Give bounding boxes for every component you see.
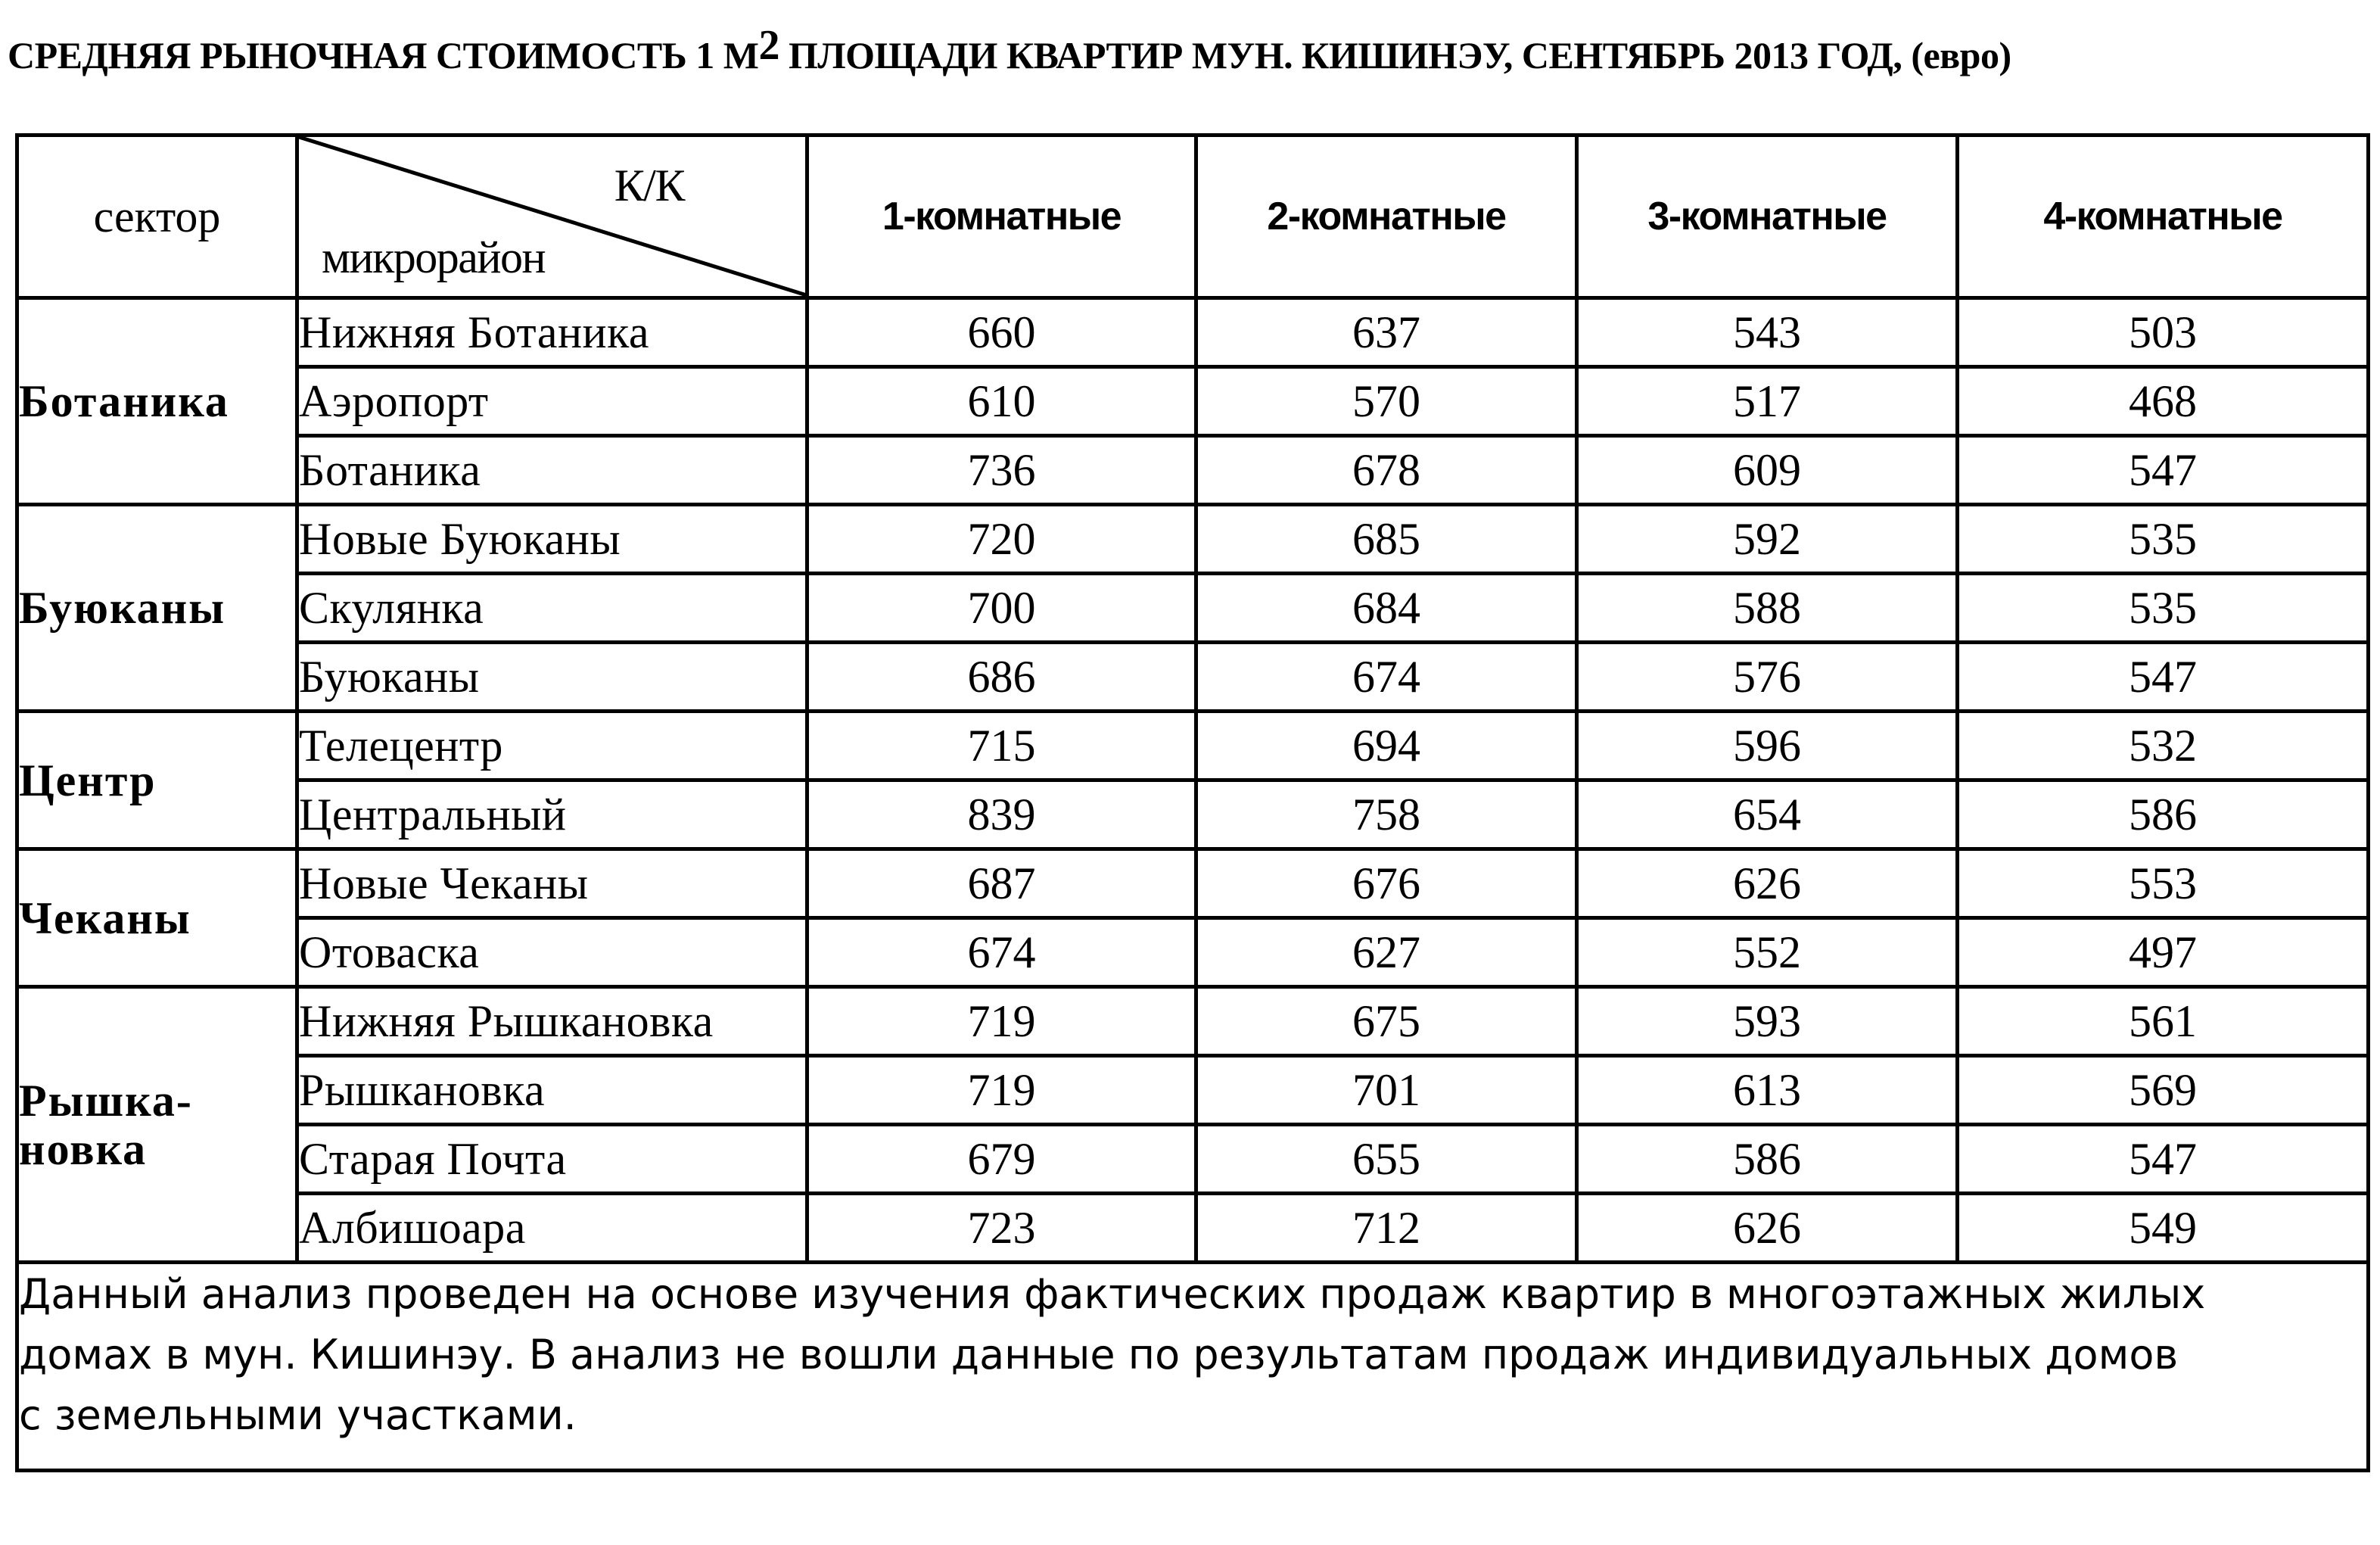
header-col-3: 3-комнатные (1577, 135, 1958, 298)
microdistrict-name: Нижняя Рышкановка (297, 987, 807, 1056)
price-cell-1-room: 720 (807, 505, 1196, 574)
microdistrict-name: Новые Буюканы (297, 505, 807, 574)
price-cell-1-room: 839 (807, 780, 1196, 849)
price-cell-1-room: 660 (807, 298, 1196, 367)
price-cell-1-room: 679 (807, 1125, 1196, 1194)
note-cell (17, 1263, 2369, 1471)
sector-name: Буюканы (17, 505, 297, 712)
table-row (17, 574, 2369, 643)
price-cell-2-room: 694 (1196, 712, 1577, 780)
table-row (17, 1194, 2369, 1263)
price-cell-3-room: 609 (1577, 436, 1958, 505)
title-text-part2: ПЛОЩАДИ КВАРТИР МУН. КИШИНЭУ, СЕНТЯБРЬ 2013 ГОД, (евро) (779, 34, 2011, 76)
price-cell-2-room: 676 (1196, 849, 1577, 918)
price-cell-1-room: 686 (807, 643, 1196, 712)
price-cell-2-room: 712 (1196, 1194, 1577, 1263)
note-row (17, 1263, 2369, 1471)
sector-name: Чеканы (17, 849, 297, 987)
table-row (17, 849, 2369, 918)
price-cell-3-room: 654 (1577, 780, 1958, 849)
price-cell-1-room: 674 (807, 918, 1196, 987)
header-diagonal-cell (297, 135, 807, 298)
note-line-3: с земельными участками. (19, 1391, 577, 1439)
price-cell-4-room: 586 (1958, 780, 2369, 849)
price-cell-2-room: 655 (1196, 1125, 1577, 1194)
price-cell-4-room: 535 (1958, 574, 2369, 643)
price-cell-3-room: 586 (1577, 1125, 1958, 1194)
microdistrict-name: Албишоара (297, 1194, 807, 1263)
table-body (17, 298, 2369, 1263)
price-cell-4-room: 561 (1958, 987, 2369, 1056)
price-cell-2-room: 684 (1196, 574, 1577, 643)
price-cell-4-room: 549 (1958, 1194, 2369, 1263)
table-header-row (17, 135, 2369, 298)
table-row (17, 298, 2369, 367)
microdistrict-name: Ботаника (297, 436, 807, 505)
price-cell-1-room: 610 (807, 367, 1196, 436)
price-cell-3-room: 576 (1577, 643, 1958, 712)
microdistrict-name: Нижняя Ботаника (297, 298, 807, 367)
price-cell-4-room: 497 (1958, 918, 2369, 987)
microdistrict-name: Буюканы (297, 643, 807, 712)
microdistrict-name: Скулянка (297, 574, 807, 643)
sector-name: Рышка- новка (17, 987, 297, 1263)
table-row (17, 1056, 2369, 1125)
price-cell-3-room: 626 (1577, 1194, 1958, 1263)
price-cell-4-room: 547 (1958, 436, 2369, 505)
price-cell-4-room: 547 (1958, 643, 2369, 712)
microdistrict-name: Старая Почта (297, 1125, 807, 1194)
price-cell-3-room: 588 (1577, 574, 1958, 643)
microdistrict-name: Рышкановка (297, 1056, 807, 1125)
table-row (17, 367, 2369, 436)
price-cell-4-room: 553 (1958, 849, 2369, 918)
price-cell-2-room: 758 (1196, 780, 1577, 849)
header-col-4: 4-комнатные (1958, 135, 2369, 298)
header-col-2: 2-комнатные (1196, 135, 1577, 298)
price-cell-4-room: 532 (1958, 712, 2369, 780)
table-row (17, 1125, 2369, 1194)
price-cell-3-room: 593 (1577, 987, 1958, 1056)
price-cell-2-room: 627 (1196, 918, 1577, 987)
price-cell-1-room: 719 (807, 1056, 1196, 1125)
microdistrict-name: Новые Чеканы (297, 849, 807, 918)
price-cell-4-room: 503 (1958, 298, 2369, 367)
price-cell-1-room: 687 (807, 849, 1196, 918)
price-cell-3-room: 592 (1577, 505, 1958, 574)
table-row (17, 643, 2369, 712)
price-cell-4-room: 547 (1958, 1125, 2369, 1194)
price-cell-2-room: 685 (1196, 505, 1577, 574)
price-cell-4-room: 535 (1958, 505, 2369, 574)
table-row (17, 918, 2369, 987)
header-sector: сектор (17, 135, 297, 298)
title-superscript: 2 (758, 22, 779, 69)
sector-name: Центр (17, 712, 297, 849)
table-row (17, 780, 2369, 849)
price-cell-2-room: 674 (1196, 643, 1577, 712)
price-table (15, 133, 2370, 1472)
price-cell-2-room: 675 (1196, 987, 1577, 1056)
price-cell-1-room: 715 (807, 712, 1196, 780)
microdistrict-name: Аэропорт (297, 367, 807, 436)
price-cell-4-room: 468 (1958, 367, 2369, 436)
price-cell-2-room: 678 (1196, 436, 1577, 505)
microdistrict-name: Телецентр (297, 712, 807, 780)
price-cell-4-room: 569 (1958, 1056, 2369, 1125)
price-cell-3-room: 552 (1577, 918, 1958, 987)
note-line-2: домах в мун. Кишинэу. В анализ не вошли данные по результатам продаж индивидуальных домов (19, 1331, 2179, 1378)
table-row (17, 505, 2369, 574)
microdistrict-name: Отоваска (297, 918, 807, 987)
price-cell-3-room: 613 (1577, 1056, 1958, 1125)
title-text-part1: СРЕДНЯЯ РЫНОЧНАЯ СТОИМОСТЬ 1 М (8, 34, 759, 76)
price-cell-1-room: 736 (807, 436, 1196, 505)
document-title (8, 22, 2372, 79)
note-line-1: Данный анализ проведен на основе изучения фактических продаж квартир в многоэтажных жилых (19, 1270, 2206, 1318)
header-col-1: 1-комнатные (807, 135, 1196, 298)
header-microdistrict-label: микрорайон (322, 232, 546, 282)
price-cell-3-room: 596 (1577, 712, 1958, 780)
price-cell-3-room: 543 (1577, 298, 1958, 367)
table-row (17, 436, 2369, 505)
price-cell-2-room: 570 (1196, 367, 1577, 436)
price-cell-1-room: 719 (807, 987, 1196, 1056)
sector-name: Ботаника (17, 298, 297, 505)
price-cell-3-room: 517 (1577, 367, 1958, 436)
price-cell-2-room: 637 (1196, 298, 1577, 367)
table-row (17, 987, 2369, 1056)
price-cell-1-room: 723 (807, 1194, 1196, 1263)
price-cell-1-room: 700 (807, 574, 1196, 643)
price-cell-2-room: 701 (1196, 1056, 1577, 1125)
header-room-count-label: К/К (614, 160, 684, 210)
price-cell-3-room: 626 (1577, 849, 1958, 918)
microdistrict-name: Центральный (297, 780, 807, 849)
table-row (17, 712, 2369, 780)
